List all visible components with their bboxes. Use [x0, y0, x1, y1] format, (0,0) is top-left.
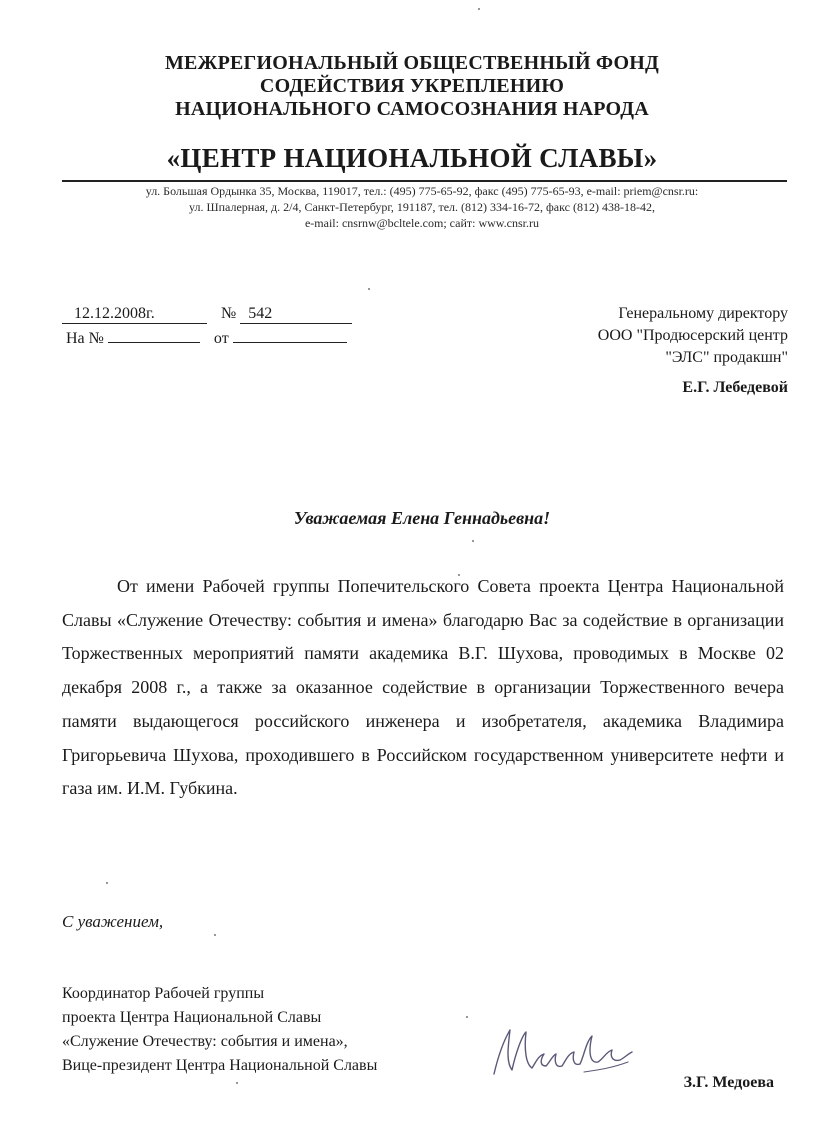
recipient-block [598, 303, 788, 399]
signer-role-line4: Вице-президент Центра Национальной Славы [62, 1057, 378, 1074]
org-name-line3: НАЦИОНАЛЬНОГО САМОСОЗНАНИЯ НАРОДА [175, 98, 649, 120]
recipient-title: Генеральному директору [618, 305, 788, 322]
document-number: 542 [240, 305, 352, 324]
recipient-company-line1: ООО "Продюсерский центр [597, 327, 788, 344]
scan-speck [472, 540, 474, 542]
signature-block [62, 982, 377, 1078]
salutation: Уважаемая Елена Геннадьевна! [293, 508, 551, 528]
letter-body: От имени Рабочей группы Попечительского Совета проекта Центра Национальной Славы «Служение Отечеству: события и имена» благодарю Вас за содействие в организации Торжественных мероприятий памяти академика В.Г. Шухова, проводимых в Москве 02 декабря 2008 г., а также за оказанное содействие в организации Торжественного вечера памяти выдающегося российского инженера и изобретателя, академика Владимира Григорьевича Шухова, проходившего в Российском государственном университете нефти и газа им. И.М. Губкина. [62, 576, 784, 799]
closing: С уважением, [62, 912, 164, 931]
scan-speck [106, 882, 108, 884]
scan-speck [214, 934, 216, 936]
reference-date-row [62, 305, 352, 324]
in-reply-label: На № [66, 330, 104, 347]
document-date: 12.12.2008г. [62, 305, 207, 324]
recipient-name: Е.Г. Лебедевой [682, 379, 788, 396]
scan-speck [478, 8, 480, 10]
document-number-label: № [221, 305, 237, 322]
signer-role-line2: проекта Центра Национальной Славы [62, 1009, 322, 1026]
org-name-line1: МЕЖРЕГИОНАЛЬНЫЙ ОБЩЕСТВЕННЫЙ ФОНД [164, 52, 659, 74]
address-line1: ул. Большая Ордынка 35, Москва, 119017, тел.: (495) 775-65-92, факс (495) 775-65-93, e-mail: priem@cnsr.ru: [145, 184, 699, 198]
scan-speck [236, 1082, 238, 1084]
from-label: от [213, 330, 229, 347]
signer-role-line3: «Служение Отечеству: события и имена», [62, 1033, 348, 1050]
scan-speck [458, 574, 460, 576]
reference-reply-row [66, 328, 347, 348]
address-line2: ул. Шпалерная, д. 2/4, Санкт-Петербург, 191187, тел. (812) 334-16-72, факс (812) 438-18-42, [189, 200, 655, 214]
org-name-line2: СОДЕЙСТВИЯ УКРЕПЛЕНИЮ [259, 75, 565, 97]
header-rule [62, 180, 787, 182]
in-reply-number-blank [108, 328, 200, 343]
from-date-blank [233, 328, 347, 343]
recipient-company-line2: "ЭЛС" продакшн" [665, 349, 788, 366]
center-name: «ЦЕНТР НАЦИОНАЛЬНОЙ СЛАВЫ» [166, 143, 658, 173]
signer-name: З.Г. Медоева [683, 1074, 774, 1091]
signer-role-line1: Координатор Рабочей группы [62, 985, 265, 1002]
address-line3: e-mail: cnsrnw@bcltele.com; сайт: www.cnsr.ru [304, 216, 539, 230]
scan-speck [368, 288, 370, 290]
handwritten-signature [488, 1012, 638, 1087]
scan-speck [466, 1016, 468, 1018]
